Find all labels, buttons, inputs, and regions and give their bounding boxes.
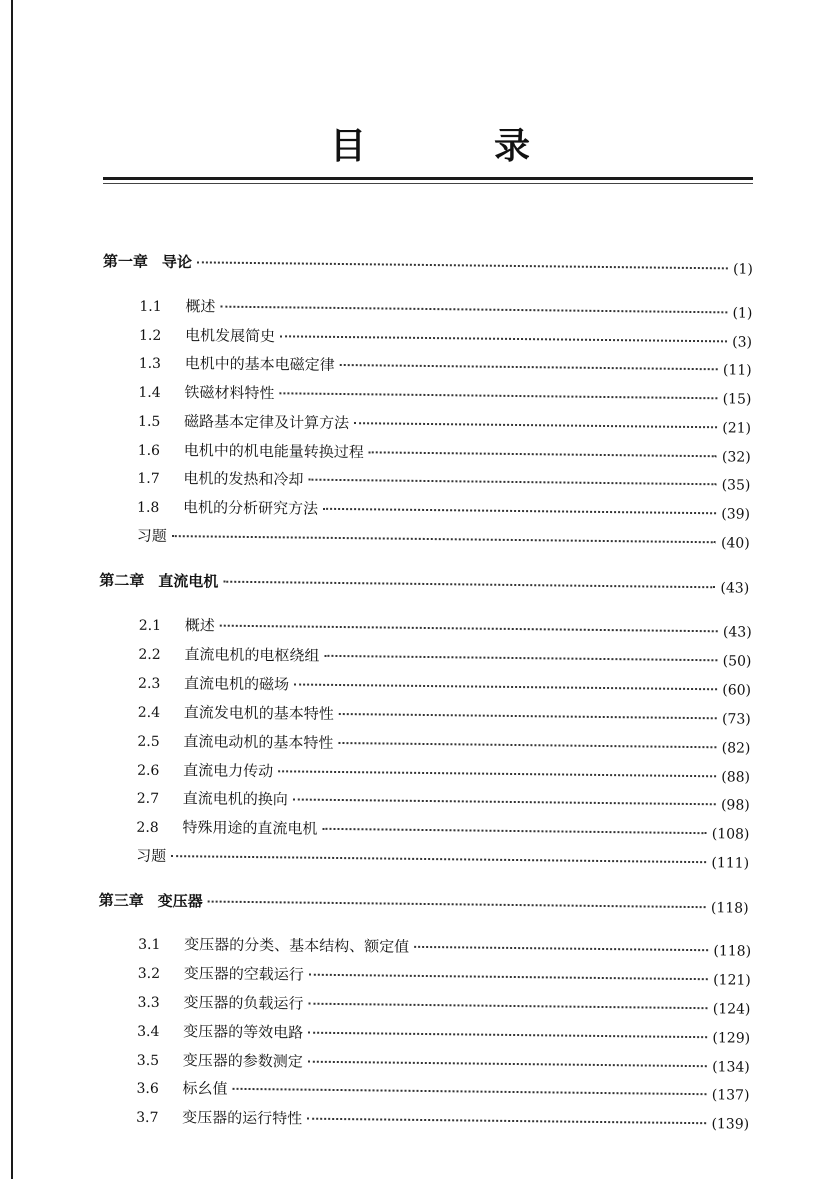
- section-number: 3.2: [137, 965, 161, 982]
- section-title: 直流电机的换向: [182, 789, 288, 809]
- section-title: 习题: [136, 846, 167, 866]
- section-title: 直流电机的电枢绕组: [184, 645, 320, 665]
- section-title: 直流电力传动: [183, 761, 274, 781]
- page-number: (121): [713, 972, 751, 989]
- page-number: (118): [713, 943, 752, 960]
- section-title: 直流发电机的基本特性: [183, 703, 334, 723]
- toc-exercises-2[interactable]: [136, 845, 749, 876]
- page-number: (1): [732, 261, 753, 278]
- toc-section-3-4[interactable]: [137, 1020, 750, 1051]
- leader-dots: [279, 392, 717, 399]
- toc-section-2-2[interactable]: [138, 643, 751, 674]
- page-number: (118): [710, 900, 749, 917]
- section-number: 2.3: [138, 675, 161, 692]
- toc-section-3-3[interactable]: [137, 991, 750, 1022]
- leader-dots: [208, 901, 706, 909]
- section-number: 3.4: [137, 1023, 160, 1040]
- page-number: (43): [720, 580, 750, 597]
- page-number: (73): [721, 711, 751, 728]
- page-number: (60): [722, 682, 752, 699]
- chapter-title: 变压器: [157, 891, 203, 911]
- page-number: (35): [721, 477, 751, 494]
- page-number: (82): [721, 740, 751, 757]
- section-title: 变压器的空载运行: [183, 964, 304, 984]
- page-number: (111): [711, 855, 750, 872]
- toc-chapter-1[interactable]: [103, 250, 753, 281]
- toc-chapter-3[interactable]: [98, 889, 748, 920]
- leader-dots: [172, 535, 716, 543]
- page-number: (88): [721, 769, 751, 786]
- section-number: 3.5: [136, 1052, 160, 1069]
- leader-dots: [171, 855, 706, 863]
- leader-dots: [278, 770, 716, 777]
- toc-section-1-8[interactable]: [137, 496, 750, 527]
- toc-section-3-6[interactable]: [136, 1077, 749, 1108]
- page-edge-line: [11, 0, 13, 1179]
- leader-dots: [339, 713, 717, 719]
- section-title: 电机的分析研究方法: [183, 498, 319, 518]
- section-title: 直流电动机的基本特性: [183, 732, 334, 752]
- section-number: 3.7: [136, 1109, 159, 1126]
- chapter-title: 直流电机: [158, 571, 219, 591]
- toc-section-3-2[interactable]: [138, 962, 751, 993]
- page-number: (3): [732, 334, 753, 351]
- section-number: 1.2: [138, 327, 162, 344]
- leader-dots: [293, 798, 716, 805]
- leader-dots: [308, 1003, 707, 1010]
- toc-section-3-1[interactable]: [138, 933, 751, 964]
- section-number: 1.4: [138, 384, 161, 401]
- page-number: (124): [712, 1001, 751, 1018]
- section-number: 2.1: [138, 617, 162, 634]
- toc-section-2-4[interactable]: [138, 701, 751, 732]
- toc-section-1-4[interactable]: [138, 381, 751, 412]
- leader-dots: [307, 1118, 706, 1125]
- section-number: 2.5: [137, 733, 160, 750]
- page-number: (134): [712, 1059, 750, 1076]
- title-rule-thin: [103, 183, 753, 184]
- leader-dots: [308, 1032, 707, 1039]
- section-title: 特殊用途的直流电机: [182, 818, 318, 838]
- leader-dots: [233, 1088, 707, 1095]
- toc-section-1-6[interactable]: [138, 439, 751, 470]
- page-title: [330, 118, 530, 168]
- section-number: 3.3: [137, 994, 160, 1011]
- toc-section-3-7[interactable]: [136, 1106, 749, 1137]
- section-title: 电机发展简史: [184, 326, 276, 346]
- leader-dots: [309, 974, 708, 981]
- section-title: 电机中的机电能量转换过程: [183, 441, 364, 462]
- leader-dots: [220, 625, 718, 633]
- page-number: (108): [711, 826, 750, 843]
- section-number: 2.6: [137, 762, 160, 779]
- section-title: 概述: [184, 616, 215, 635]
- chapter-label: 第三章: [98, 891, 144, 910]
- section-number: 3.1: [138, 936, 161, 953]
- section-number: 1.3: [138, 355, 162, 372]
- section-number: 2.8: [136, 819, 159, 836]
- page-number: (15): [722, 391, 752, 408]
- leader-dots: [223, 581, 715, 589]
- section-title: 变压器的分类、基本结构、额定值: [184, 935, 410, 956]
- section-title: 直流电机的磁场: [184, 674, 290, 694]
- page-number: (21): [722, 420, 752, 437]
- toc-section-1-3[interactable]: [139, 352, 752, 383]
- page-number: (129): [712, 1030, 751, 1047]
- page-number: (40): [720, 535, 750, 552]
- page-number: (43): [722, 624, 752, 641]
- toc-section-3-5[interactable]: [137, 1049, 750, 1080]
- section-title: 电机中的基本电磁定律: [184, 354, 335, 374]
- leader-dots: [322, 828, 706, 834]
- toc-section-1-2[interactable]: [139, 324, 752, 355]
- leader-dots: [308, 479, 716, 486]
- toc-section-1-1[interactable]: [139, 295, 752, 326]
- toc-section-2-1[interactable]: [139, 614, 752, 645]
- page-number: (137): [711, 1087, 750, 1104]
- page-number: (39): [721, 506, 751, 523]
- page-number: (32): [721, 449, 751, 466]
- section-number: 2.7: [136, 790, 160, 807]
- section-number: 1.1: [139, 298, 162, 315]
- toc-section-2-5[interactable]: [137, 730, 750, 761]
- toc-exercises-1[interactable]: [137, 525, 750, 556]
- toc-section-1-5[interactable]: [138, 410, 751, 441]
- leader-dots: [294, 683, 717, 690]
- chapter-label: 第二章: [99, 571, 145, 590]
- section-number: 1.7: [137, 470, 160, 487]
- toc-section-2-7[interactable]: [137, 787, 750, 818]
- section-number: 2.4: [137, 704, 161, 721]
- section-title: 概述: [185, 297, 216, 316]
- page-number: (11): [722, 362, 752, 379]
- chapter-title: 导论: [161, 252, 193, 272]
- section-number: 1.8: [137, 499, 160, 516]
- section-title: 铁磁材料特性: [184, 383, 275, 403]
- table-of-contents: [0, 249, 834, 1133]
- leader-dots: [369, 451, 717, 457]
- leader-dots: [308, 1061, 707, 1068]
- leader-dots: [354, 422, 717, 428]
- leader-dots: [338, 742, 716, 748]
- leader-dots: [220, 306, 727, 314]
- chapter-label: 第一章: [102, 252, 149, 271]
- section-number: 1.5: [137, 413, 161, 430]
- section-title: 标幺值: [182, 1079, 228, 1098]
- leader-dots: [324, 655, 717, 661]
- page-number: (1): [732, 305, 753, 322]
- section-number: 1.6: [137, 442, 161, 459]
- toc-section-2-3[interactable]: [138, 672, 751, 703]
- leader-dots: [197, 261, 728, 269]
- section-title: 变压器的运行特性: [182, 1108, 303, 1128]
- toc-section-2-6[interactable]: [137, 759, 750, 790]
- toc-section-2-8[interactable]: [136, 816, 749, 847]
- leader-dots: [340, 364, 718, 370]
- leader-dots: [414, 946, 708, 951]
- title-char-right: 录: [493, 125, 530, 167]
- section-title: 习题: [136, 526, 167, 546]
- page-number: (98): [720, 797, 750, 814]
- title-rule-thick: [103, 177, 753, 180]
- section-number: 3.6: [136, 1080, 159, 1097]
- toc-chapter-2[interactable]: [99, 569, 749, 600]
- leader-dots: [280, 335, 727, 342]
- section-title: 变压器的负载运行: [183, 993, 304, 1013]
- section-title: 电机的发热和冷却: [183, 469, 304, 489]
- page-number: (50): [722, 653, 752, 670]
- section-number: 2.2: [138, 646, 161, 663]
- section-title: 变压器的参数测定: [182, 1051, 303, 1071]
- leader-dots: [323, 508, 716, 514]
- section-title: 磁路基本定律及计算方法: [183, 412, 350, 433]
- page-number: (139): [711, 1116, 750, 1133]
- toc-section-1-7[interactable]: [137, 467, 750, 498]
- title-char-left: 目: [330, 125, 367, 167]
- section-title: 变压器的等效电路: [183, 1022, 304, 1042]
